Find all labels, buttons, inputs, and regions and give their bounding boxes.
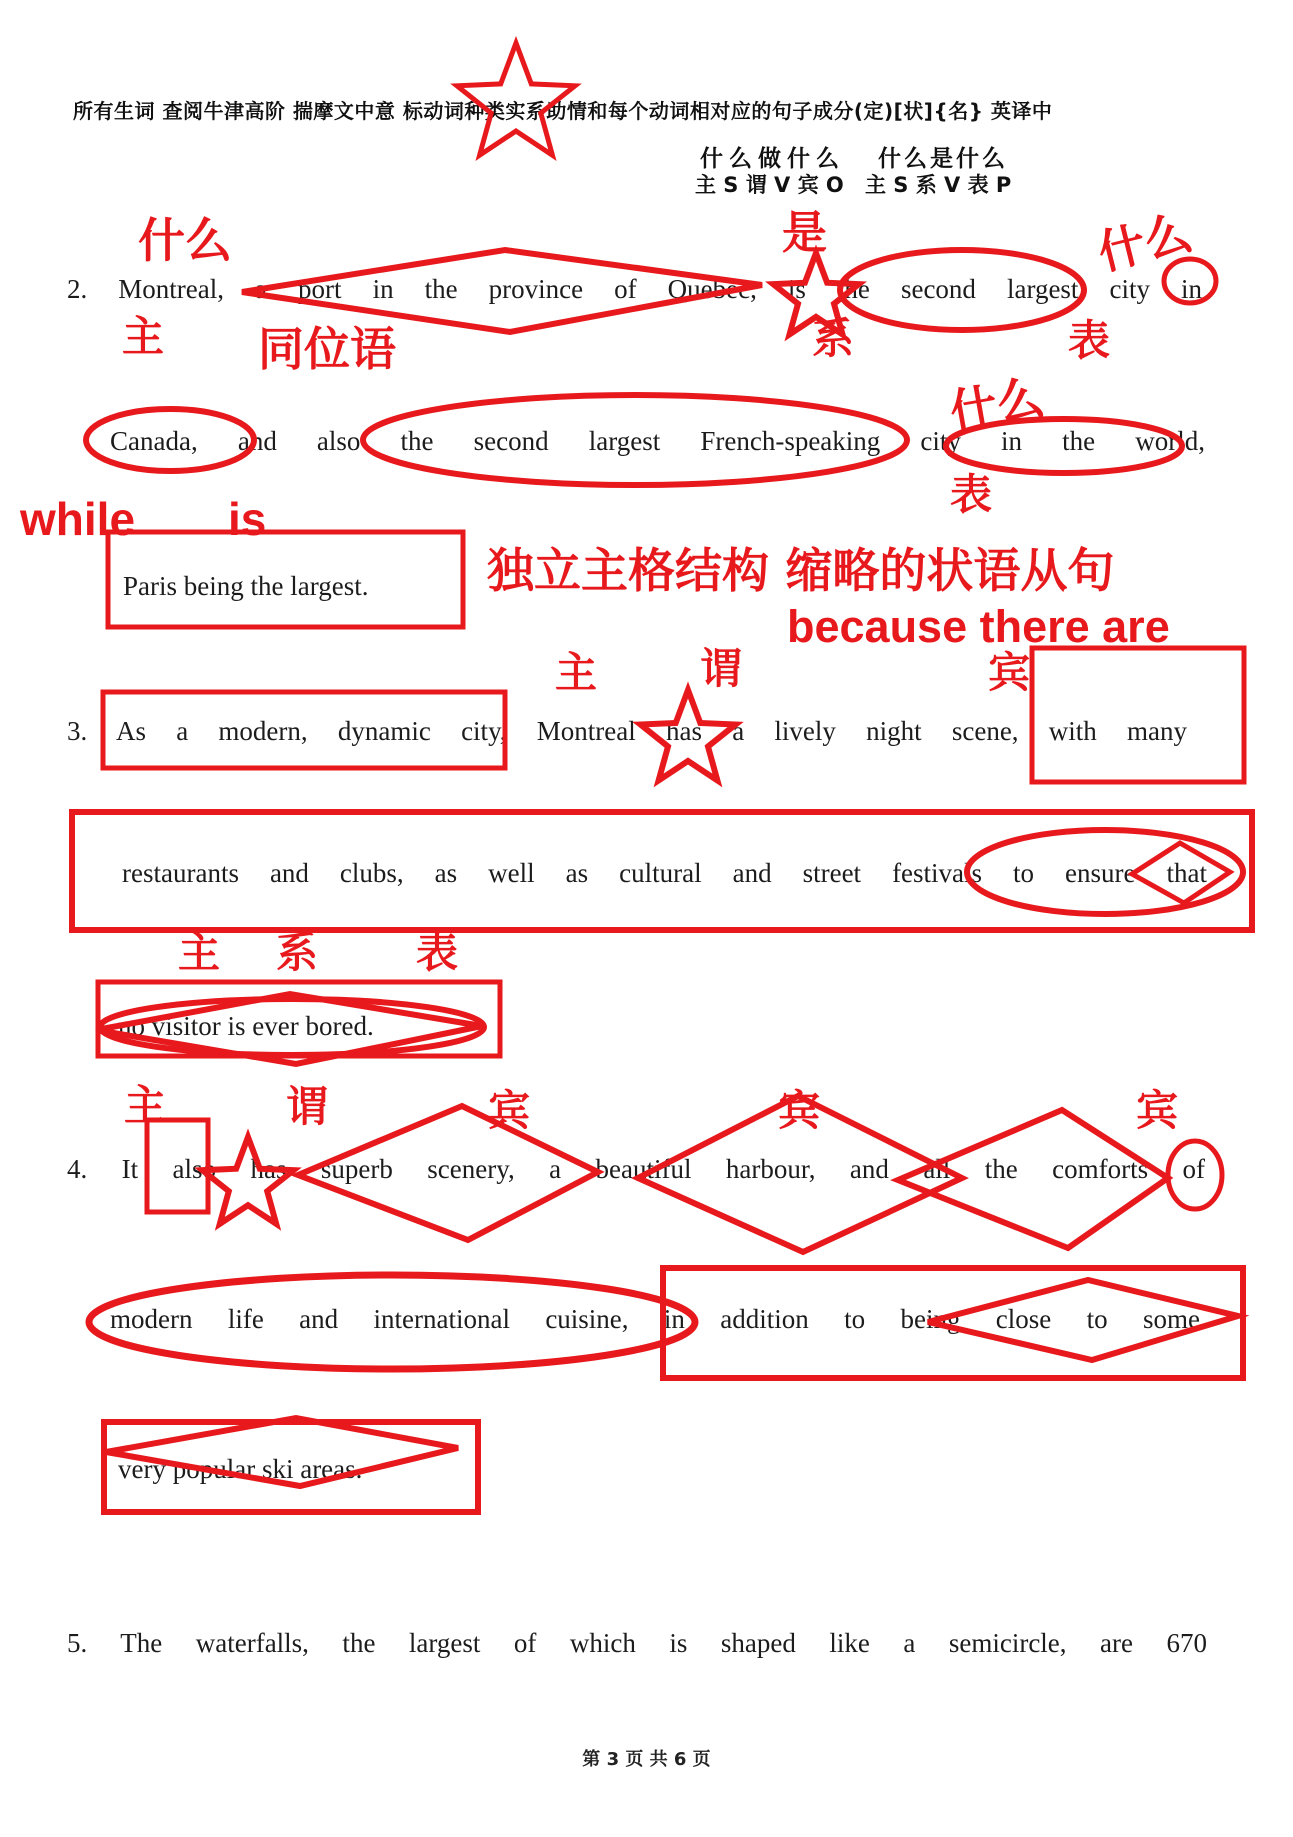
label-what-predicative-2: 什么 xyxy=(945,370,1049,441)
label-bin-s3: 宾 xyxy=(988,648,1031,697)
label-biao-s2-line1: 表 xyxy=(1068,316,1111,365)
label-shi-linking: 是 xyxy=(782,206,828,259)
sentence-4-line-2: modern life and international cuisine, in addition to being close to some xyxy=(110,1304,1200,1334)
header-pattern-be: 什么是什么 xyxy=(878,146,1008,172)
label-wei-s3: 谓 xyxy=(700,644,743,693)
header-formula-svo: 主 S 谓 V 宾 O xyxy=(695,173,844,197)
label-absolute-construction: 独立主格结构 缩略的状语从句 xyxy=(487,544,1115,599)
header-instructions: 所有生词 查阅牛津高阶 揣摩文中意 标动词种类实系助情和每个动词相对应的句子成分(定)[状]{名} 英译中 xyxy=(73,99,1053,123)
label-xi-s2: 系 xyxy=(812,314,855,363)
sentence-4-line-1: 4. It also has superb scenery, a beautiful harbour, and all the comforts of xyxy=(67,1154,1205,1184)
label-biao-s3-clause: 表 xyxy=(416,928,459,977)
label-wei-s4: 谓 xyxy=(286,1082,329,1131)
sentence-3-line-2: restaurants and clubs, as well as cultural and street festivals to ensure that xyxy=(122,858,1207,888)
header-formula-svp: 主 S 系 V 表 P xyxy=(865,173,1012,197)
page-number: 第 3 页 共 6 页 xyxy=(582,1749,711,1770)
sentence-2-line-2: Canada, and also the second largest French-speaking city in the world, xyxy=(110,426,1205,456)
label-zhu-s2: 主 xyxy=(122,312,165,361)
label-zhu-s4: 主 xyxy=(124,1081,167,1130)
label-appositive: 同位语 xyxy=(258,322,396,376)
sentence-4-line-3: very popular ski areas. xyxy=(118,1454,363,1484)
label-because-there-are: because there are xyxy=(787,601,1170,652)
label-what-subject: 什么 xyxy=(138,214,232,269)
label-zhu-s3: 主 xyxy=(555,648,598,697)
sentence-3-line-1: 3. As a modern, dynamic city, Montreal has a lively night scene, with many xyxy=(67,716,1187,746)
label-zhu-s3-clause: 主 xyxy=(178,928,221,977)
label-what-predicative-1: 什么 xyxy=(1092,205,1198,282)
sentence-2-line-1: 2. Montreal, a port in the province of Quebec, is the second largest city in xyxy=(67,274,1202,304)
sentence-5-line-1: 5. The waterfalls, the largest of which is shaped like a semicircle, are 670 xyxy=(67,1628,1207,1658)
label-xi-s3-clause: 系 xyxy=(276,928,319,977)
label-while: while xyxy=(20,493,136,545)
label-bin1-s4: 宾 xyxy=(488,1086,531,1135)
sentence-2-line-3: Paris being the largest. xyxy=(123,571,369,601)
label-bin3-s4: 宾 xyxy=(1136,1086,1179,1135)
label-bin2-s4: 宾 xyxy=(778,1086,821,1135)
label-is: is xyxy=(228,493,267,545)
label-biao-s2-line2: 表 xyxy=(950,470,993,519)
header-pattern-do: 什么做什么 xyxy=(700,146,845,172)
sentence-3-line-3: no visitor is ever bored. xyxy=(118,1011,374,1041)
